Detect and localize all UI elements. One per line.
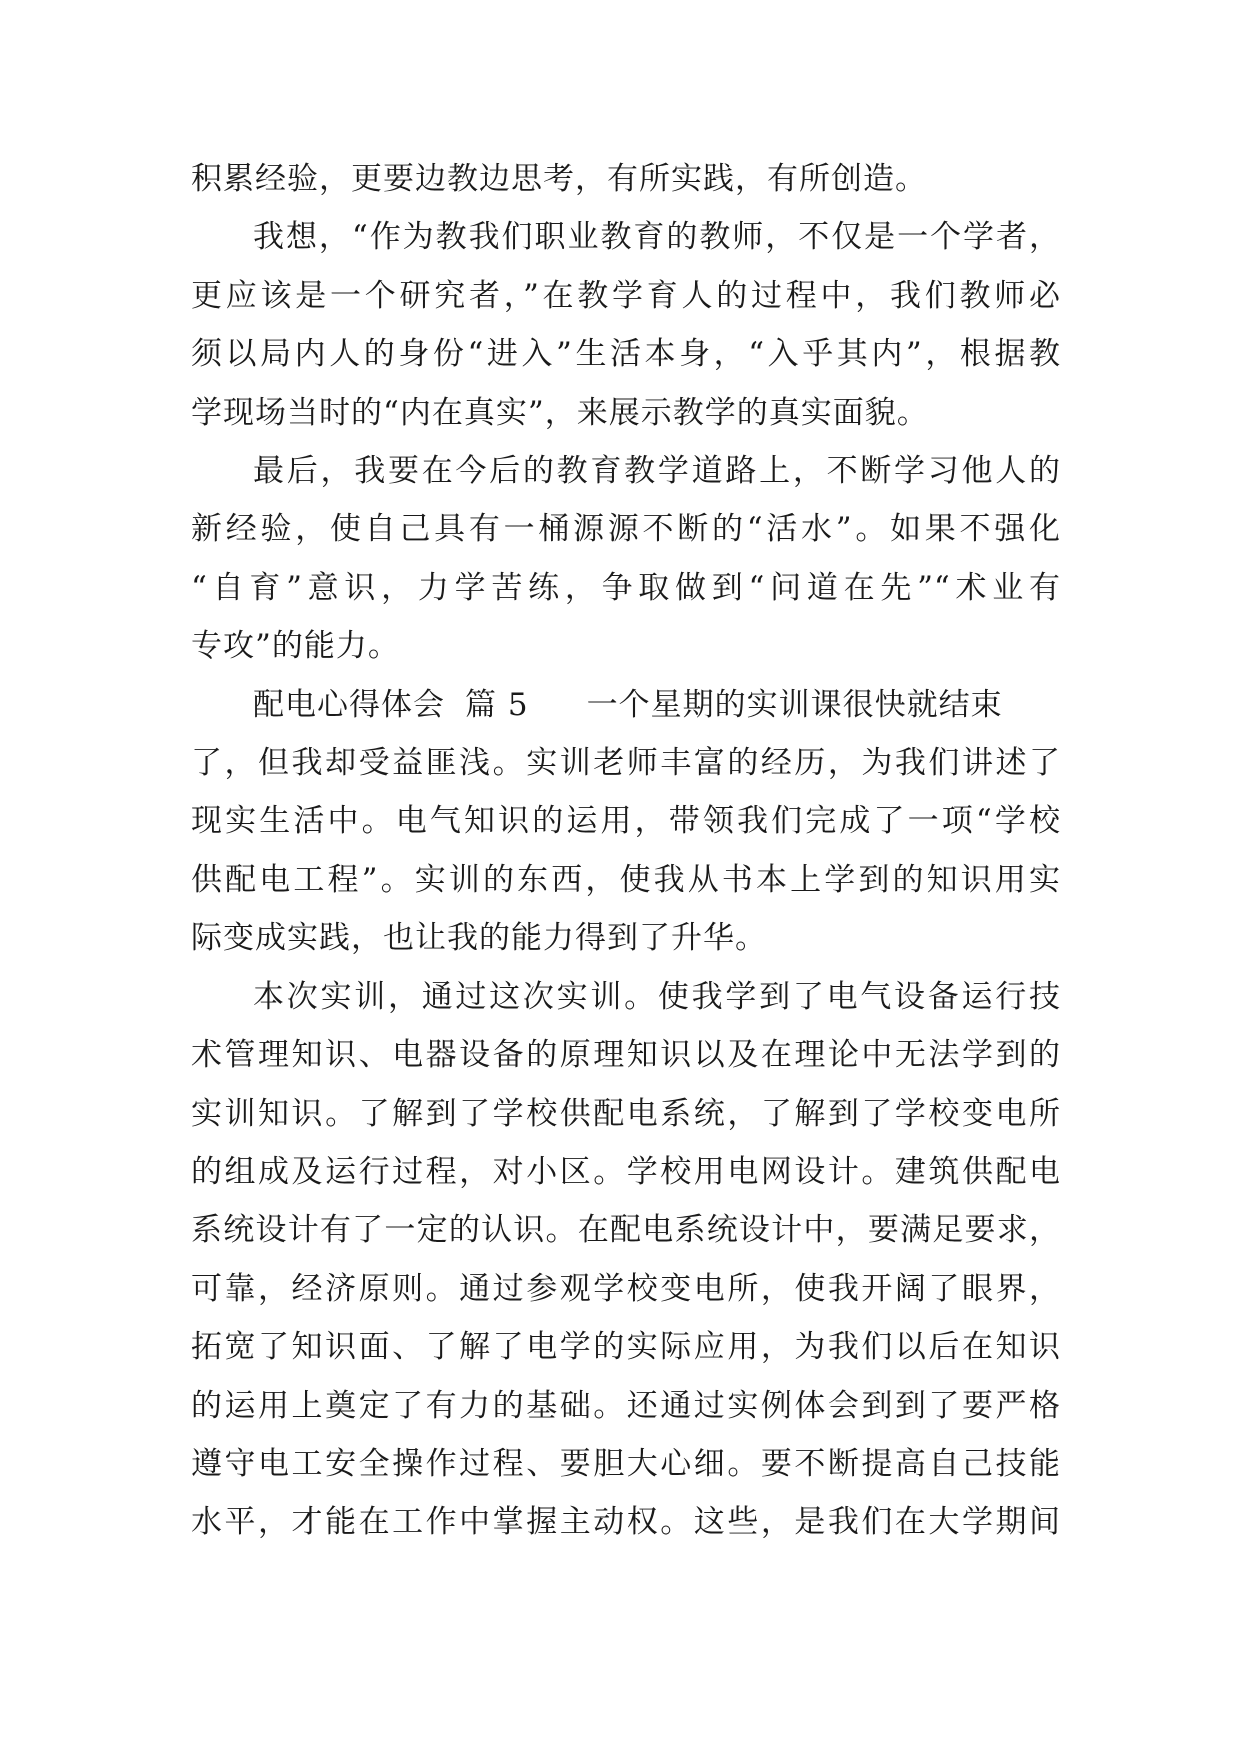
text-line: 供配电工程”。实训的东西，使我从书本上学到的知识用实 [191,861,1061,898]
text-line: 新经验，使自己具有一桶源源不断的“活水”。如果不强化 [191,511,1061,548]
paragraph-2 [191,208,1061,442]
text-line: 最后，我要在今后的教育教学道路上，不断学习他人的 [253,453,1061,490]
text-line: 我想，“作为教我们职业教育的教师，不仅是一个学者， [253,219,1061,256]
text-line: 本次实训，通过这次实训。使我学到了电气设备运行技 [253,978,1061,1015]
text-line: 的运用上奠定了有力的基础。还通过实例体会到到了要严格 [191,1387,1061,1424]
text-line: 的组成及运行过程，对小区。学校用电网设计。建筑供配电 [191,1153,1061,1190]
text-line: 积累经验，更要边教边思考，有所实践，有所创造。 [191,161,927,197]
text-line: 系统设计有了一定的认识。在配电系统设计中，要满足要求， [191,1212,1061,1249]
paragraph-3 [191,442,1061,676]
text-line: 专攻”的能力。 [191,628,400,665]
paragraph-4 [191,676,1061,968]
text-line: 水平，才能在工作中掌握主动权。这些，是我们在大学期间 [191,1504,1061,1541]
text-line: 可靠，经济原则。通过参观学校变电所，使我开阔了眼界， [191,1270,1061,1307]
text-line: 了，但我却受益匪浅。实训老师丰富的经历，为我们讲述了 [191,745,1061,782]
text-line: “自育”意识，力学苦练，争取做到“问道在先”“术业有 [191,569,1061,606]
paragraph-5 [191,968,1061,1552]
text-line: 须以局内人的身份“进入”生活本身，“入乎其内”，根据教 [191,336,1061,373]
text-line: 现实生活中。电气知识的运用，带领我们完成了一项“学校 [191,803,1061,840]
text-line-start: 一个星期的实训课很快就结束 [586,686,1003,723]
paragraph-1 [191,150,1061,208]
section-heading: 配电心得体会 [253,686,445,723]
text-line: 实训知识。了解到了学校供配电系统，了解到了学校变电所 [191,1095,1061,1132]
document-page [191,150,1061,1552]
text-line: 拓宽了知识面、了解了电学的实际应用，为我们以后在知识 [191,1329,1061,1366]
text-line: 学现场当时的“内在真实”，来展示教学的真实面貌。 [191,394,929,431]
text-line: 更应该是一个研究者，”在教学育人的过程中，我们教师必 [191,277,1061,314]
text-line: 遵守电工安全操作过程、要胆大心细。要不断提高自己技能 [191,1445,1061,1482]
text-line: 际变成实践，也让我的能力得到了升华。 [191,920,767,957]
section-number: 篇 5 [465,686,529,723]
text-line: 术管理知识、电器设备的原理知识以及在理论中无法学到的 [191,1037,1061,1074]
section-heading-line [191,676,1061,734]
